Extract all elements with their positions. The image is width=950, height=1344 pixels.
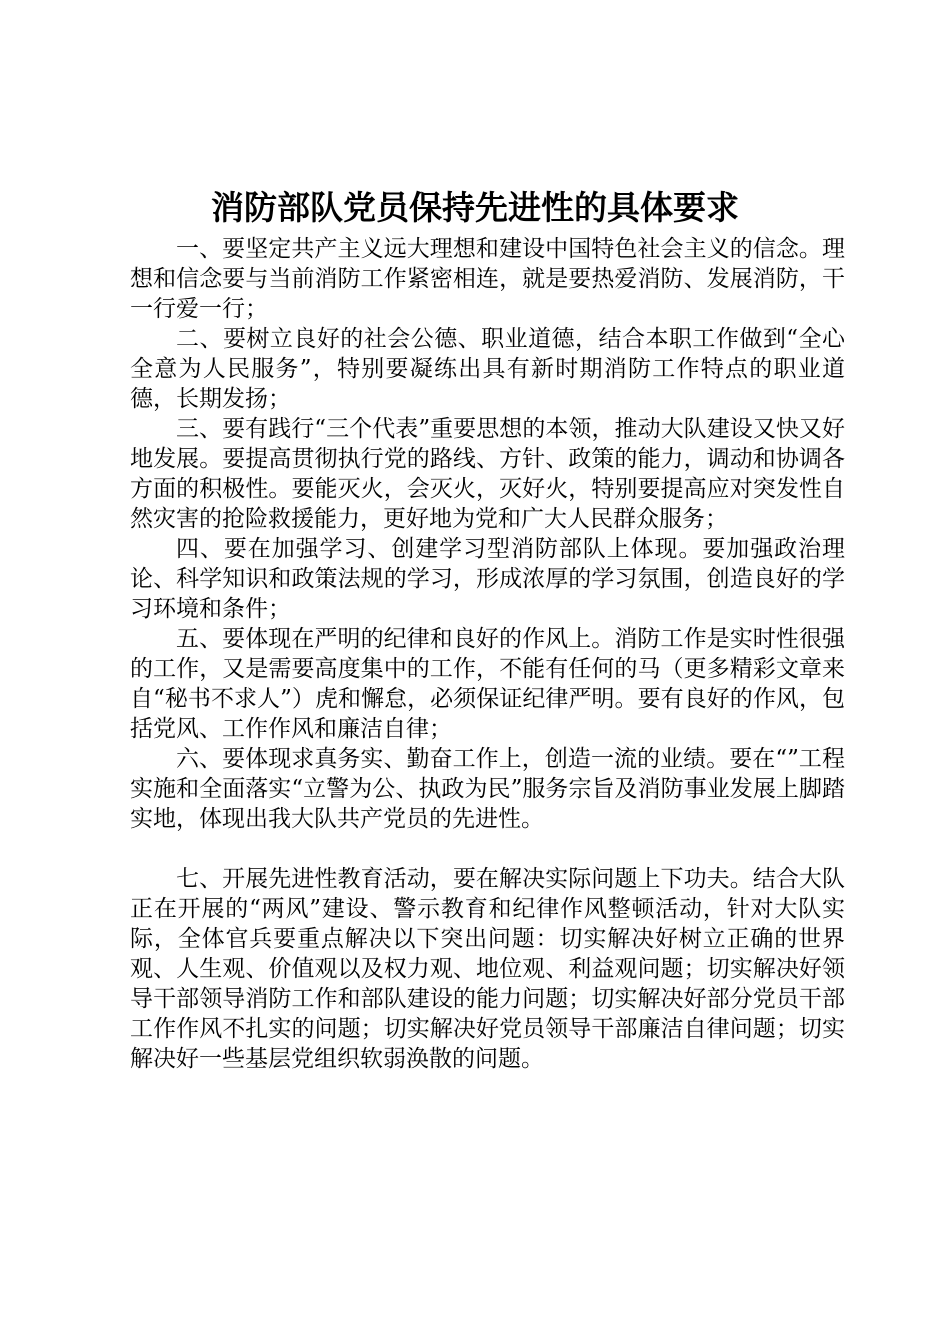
paragraph-4: 四、要在加强学习、创建学习型消防部队上体现。要加强政治理论、科学知识和政策法规的学习，形成浓厚的学习氛围，创造良好的学习环境和条件； <box>130 536 845 622</box>
paragraph-6: 六、要体现求真务实、勤奋工作上，创造一流的业绩。要在“”工程实施和全面落实“立警为公、执政为民”服务宗旨及消防事业发展上脚踏实地，体现出我大队共产党员的先进性。 <box>130 746 845 832</box>
paragraph-5: 五、要体现在严明的纪律和良好的作风上。消防工作是实时性很强的工作，又是需要高度集中的工作，不能有任何的马（更多精彩文章来自“秘书不求人”）虎和懈怠，必须保证纪律严明。要有良好的作风，包括党风、工作作风和廉洁自律； <box>130 626 845 742</box>
paragraph-7: 七、开展先进性教育活动，要在解决实际问题上下功夫。结合大队正在开展的“两风”建设、警示教育和纪律作风整顿活动，针对大队实际，全体官兵要重点解决以下突出问题：切实解决好树立正确的世界观、人生观、价值观以及权力观、地位观、利益观问题；切实解决好领导干部领导消防工作和部队建设的能力问题；切实解决好部分党员干部工作作风不扎实的问题；切实解决好党员领导干部廉洁自律问题；切实解决好一些基层党组织软弱涣散的问题。 <box>130 866 845 1072</box>
paragraph-1: 一、要坚定共产主义远大理想和建设中国特色社会主义的信念。理想和信念要与当前消防工作紧密相连，就是要热爱消防、发展消防，干一行爱一行； <box>130 236 845 322</box>
paragraph-2: 二、要树立良好的社会公德、职业道德，结合本职工作做到“全心全意为人民服务”，特别要凝练出具有新时期消防工作特点的职业道德，长期发扬； <box>130 326 845 412</box>
document-body <box>130 234 845 1074</box>
document-title: 消防部队党员保持先进性的具体要求 <box>211 188 739 227</box>
paragraph-3: 三、要有践行“三个代表”重要思想的本领，推动大队建设又快又好地发展。要提高贯彻执行党的路线、方针、政策的能力，调动和协调各方面的积极性。要能灭火，会灭火，灭好火，特别要提高应对突发性自然灾害的抢险救援能力，更好地为党和广大人民群众服务； <box>130 416 845 532</box>
